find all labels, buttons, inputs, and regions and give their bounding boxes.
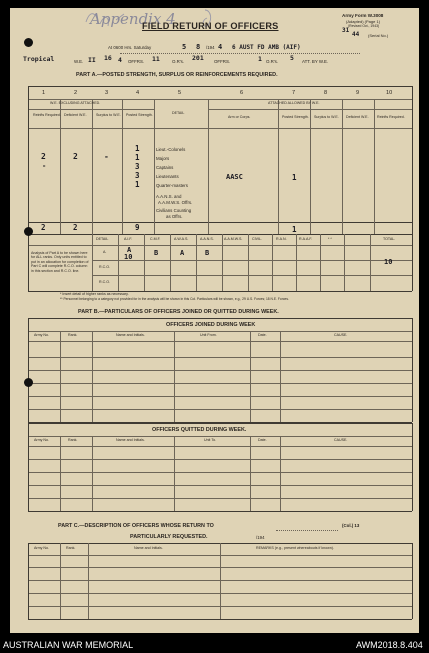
col-number-7: 7 (292, 90, 296, 96)
analysis-head-aans: A.A.N.S. (200, 237, 214, 241)
col-number-2: 2 (74, 90, 78, 96)
joined-head-armyno: Army No. (34, 333, 49, 337)
value-surplus: - (104, 152, 109, 161)
analysis-a-aif: A (127, 246, 132, 254)
joined-title: OFFICERS JOINED DURING WEEK (166, 322, 256, 328)
analysis-head-total: TOTAL. (383, 237, 396, 241)
total-reinfts: 2 (41, 223, 46, 232)
group-left-heading: W.E. EXCLUDING ATTACHED. (50, 101, 101, 105)
punch-hole-top (24, 38, 33, 47)
rank-majors: Majors (156, 156, 170, 161)
ors-value: 201 (192, 54, 204, 62)
value-deficient: 2 (73, 152, 78, 161)
archive-ref: AWM2018.8.404 (356, 640, 423, 650)
we-value: II (88, 56, 96, 64)
analysis-head-civil: CIVIL. (252, 237, 262, 241)
pencil-note: Appendix 4 (90, 10, 176, 28)
head-arm: Arm or Corps. (228, 115, 251, 119)
form-ref: Army Form W.3008 (342, 13, 384, 18)
analysis-head-aif: A.I.F. (124, 237, 133, 241)
head-surplus: Surplus to W.E. (96, 113, 121, 117)
footnote-1: * Insert detail of higher ranks as necessary. (60, 292, 129, 296)
part-c-date: /194 (256, 535, 265, 540)
head-att-posted: Posted Strength. (282, 115, 309, 119)
analysis-a-aans: B (205, 249, 210, 257)
tropical-label: Tropical (23, 55, 55, 63)
part-c-col-ref: (Col.) 13 (342, 523, 360, 528)
date-month: 8 (196, 43, 201, 51)
we-label: W.E. (74, 59, 84, 64)
joined-head-date: Date. (258, 333, 267, 337)
col-number-1: 1 (42, 90, 46, 96)
part-c-head-rank: Rank. (66, 546, 76, 550)
rank-qm: Quarter-masters (156, 183, 188, 188)
col-number-9: 9 (356, 90, 360, 96)
head-att-surplus: Surplus to W.E. (314, 115, 339, 119)
rank-aans: A.A.N.S. and (156, 194, 182, 199)
col-number-4: 4 (136, 90, 140, 96)
value-posted-lieutenants: 3 (135, 171, 140, 180)
ors2-value: 5 (290, 54, 294, 62)
col-number-3: 3 (105, 90, 109, 96)
joined-head-rank: Rank. (68, 333, 78, 337)
analysis-a-cmf: B (154, 249, 159, 257)
part-b-title: PART B.—PARTICULARS OF OFFICERS JOINED OR QUITTED DURING WEEK. (78, 309, 279, 315)
quitted-head-rank: Rank. (68, 438, 78, 442)
quitted-head-date: Date. (258, 438, 267, 442)
att-label: ATT. BY W.E. (302, 59, 329, 64)
date-year-label: /194 (206, 45, 215, 50)
archive-footer (0, 635, 429, 653)
rank-civilians-2: as Offrs. (166, 214, 183, 219)
total-posted: 9 (135, 223, 140, 232)
joined-head-unit: Unit From. (200, 333, 217, 337)
serial-value-2: 44 (352, 31, 360, 38)
group-right-heading: ATTACHED ALLOWED BY W.E. (268, 101, 320, 105)
part-c-head-name: Name and Initials. (134, 546, 163, 550)
offrs2-label: OFFRS. (214, 59, 231, 64)
quitted-head-unit: Unit To. (204, 438, 217, 442)
value-posted-captains: 3 (135, 162, 140, 171)
date-day: 5 (182, 43, 187, 51)
joined-head-name: Name and Initials. (116, 333, 145, 337)
analysis-a-aif-count: 10 (124, 253, 133, 261)
quitted-title: OFFICERS QUITTED DURING WEEK. (152, 427, 247, 433)
head-att-reinfts: Reinfts Required. (377, 115, 405, 119)
rank-lieutenants: Lieutenants (156, 174, 179, 179)
value-reinfts-dash: - (42, 162, 47, 170)
analysis-total-value: 10 (384, 258, 393, 266)
footnote-2: ** Personnel belonging to a category not provided for in the analysis will be shown in this Col. Particulars will be shown, e.g., 29 U.S. Forces; 18 N.E. Forces. (60, 297, 289, 301)
analysis-head-aamws: A.A.M.W.S. (224, 237, 243, 241)
at-hours-text: At 0600 Hrs. Saturday (108, 45, 152, 50)
offrs-label: OFFRS. (128, 59, 145, 64)
rank-civilians: Civilians Counting (156, 208, 192, 213)
analysis-head-other: * * (328, 237, 332, 241)
quitted-head-armyno: Army No. (34, 438, 49, 442)
detail-heading: DETAIL (172, 111, 185, 115)
value-posted-qm: 1 (135, 180, 140, 189)
offrs2-value: 1 (258, 55, 262, 63)
value-posted-majors: 1 (135, 153, 140, 162)
serial-value: 31 (342, 27, 350, 34)
rank-captains: Captains (156, 165, 174, 170)
unit-name: 6 AUST FD AMB (AIF) (232, 44, 301, 51)
punch-hole-bottom (24, 378, 33, 387)
value-arm-corps: AASC (226, 173, 243, 181)
total-att-posted: 1 (292, 225, 297, 234)
rank-ltcol: Lieut.-Colonels (156, 147, 186, 152)
form-title: FIELD RETURN OF OFFICERS (142, 21, 279, 31)
rank-aamws: A.A.M.W.S. Offrs. (158, 200, 193, 205)
ors-label: O.R's. (172, 59, 185, 64)
head-att-deficient: Deficient W.E. (346, 115, 369, 119)
value-posted-ltcol: 1 (135, 144, 140, 153)
ors2-label: O.R's. (266, 59, 279, 64)
value-reinfts: 2 (41, 152, 46, 161)
col-number-6: 6 (240, 90, 244, 96)
analysis-head-cmf: C.M.F. (150, 237, 161, 241)
analysis-row-a: A. (103, 250, 107, 254)
analysis-head-ran: R.A.N. (276, 237, 287, 241)
analysis-note: Analysis of Part A to be shown here for ALL ranks. Only units entitled to put in an allocation for completion of Part C will complete R.C.O. column in this section and R.C.O. line. (31, 251, 89, 273)
part-c-subtitle: PARTICULARLY REQUESTED. (130, 534, 208, 540)
quitted-head-name: Name and Initials. (116, 438, 145, 442)
part-c-head-armyno: Army No. (34, 546, 49, 550)
col-number-8: 8 (324, 90, 328, 96)
offrs-value: 11 (152, 55, 160, 63)
we-b: 4 (118, 56, 122, 64)
date-year: 4 (218, 43, 223, 51)
head-posted: Posted Strength. (126, 113, 153, 117)
analysis-detail: DETAIL (96, 237, 109, 241)
form-ref-adapted: (Adapted) (Page 1) (346, 19, 381, 24)
head-deficient: Deficient W.E. (64, 113, 87, 117)
joined-head-cause: CAUSE. (334, 333, 348, 337)
analysis-row-rco: R.C.O. (99, 265, 110, 269)
value-att-posted: 1 (292, 173, 297, 182)
we-a: 16 (104, 54, 112, 62)
quitted-head-cause: CAUSE. (334, 438, 348, 442)
part-a-title: PART A.—POSTED STRENGTH, SURPLUS OR REINFORCEMENTS REQUIRED. (76, 72, 278, 78)
punch-hole-middle (24, 227, 33, 236)
analysis-row-rco-2: R.C.O. (99, 280, 110, 284)
col-number-5: 5 (178, 90, 182, 96)
part-c-head-remarks: REMARKS (e.g., present whereabouts if known). (256, 546, 334, 550)
analysis-head-raaf: R.A.A.F. (299, 237, 313, 241)
analysis-head-awas: A.W.A.S. (174, 237, 189, 241)
part-c-title: PART C.—DESCRIPTION OF OFFICERS WHOSE RETURN TO (58, 523, 214, 529)
serial-label: (Serial No.) (368, 33, 389, 38)
col-number-10: 10 (386, 90, 393, 96)
form-ref-revised: (Revised Oct., 1943) (348, 24, 380, 28)
analysis-a-awas: A (180, 249, 185, 257)
archive-name: AUSTRALIAN WAR MEMORIAL (3, 640, 134, 650)
total-deficient: 2 (73, 223, 78, 232)
head-reinfts: Reinfts Required. (33, 113, 61, 117)
